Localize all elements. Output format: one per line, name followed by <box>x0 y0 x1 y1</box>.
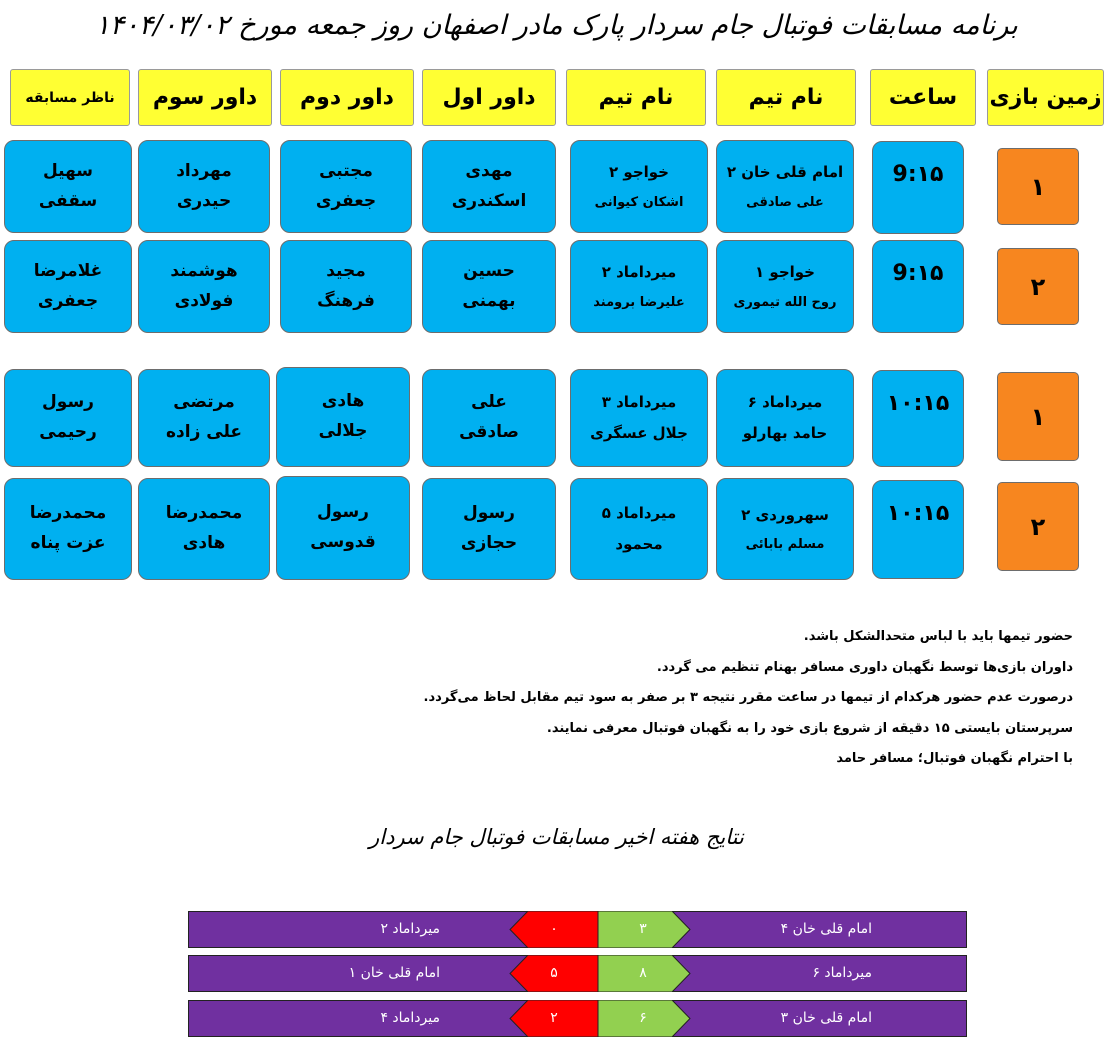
team-contact: محمود <box>615 535 663 553</box>
team2-cell <box>570 240 708 333</box>
team-contact: جلال عسگری <box>590 424 688 442</box>
note-line: سرپرستان بایستی ۱۵ دقیقه از شروع بازی خود را به نگهبان فوتبال معرفی نمایند. <box>546 720 1073 736</box>
last-name: حجازی <box>460 533 518 553</box>
team-contact: اشکان کیوانی <box>594 194 684 210</box>
last-name: سقفی <box>38 190 98 211</box>
last-name: عزت پناه <box>30 533 106 553</box>
last-name: صادقی <box>459 422 519 442</box>
first-name: محمدرضا <box>165 503 243 524</box>
page-title: برنامه مسابقات فوتبال جام سردار پارک مادر اصفهان روز جمعه مورخ ۱۴۰۴/۰۳/۰۲ <box>95 10 1018 41</box>
last-name: رحیمی <box>39 422 97 442</box>
header-team1: نام تیم <box>716 69 856 126</box>
team1-cell <box>716 240 854 333</box>
rules-notes <box>313 622 1073 775</box>
team-name: میرداماد ۲ <box>601 263 677 282</box>
observer-cell <box>4 478 132 580</box>
last-name: اسکندری <box>451 190 527 211</box>
header-ref2: داور دوم <box>280 69 414 126</box>
last-name: جعفری <box>315 190 377 211</box>
match-time: ۱۰:۱۵ <box>872 480 964 579</box>
team-contact: حامد بهارلو <box>742 424 828 442</box>
team-name: امام قلی خان ۲ <box>726 163 844 182</box>
field-number: ۱ <box>997 372 1079 461</box>
last-name: جلالی <box>318 421 368 441</box>
first-name: مهرداد <box>176 160 232 181</box>
last-name: هادی <box>182 533 226 553</box>
first-name: غلامرضا <box>33 260 103 281</box>
header-field: زمین بازی <box>987 69 1104 126</box>
match-time: 9:۱۵ <box>872 141 964 234</box>
referee2-cell <box>280 140 412 233</box>
last-name: فرهنگ <box>317 290 375 311</box>
field-number: ۲ <box>997 248 1079 325</box>
header-team2: نام تیم <box>566 69 706 126</box>
referee3-cell <box>138 478 270 580</box>
referee1-cell <box>422 240 556 333</box>
last-name: حیدری <box>176 190 232 211</box>
away-score: ۵ <box>550 965 558 981</box>
observer-cell <box>4 140 132 233</box>
observer-cell <box>4 369 132 467</box>
first-name: رسول <box>463 503 515 524</box>
field-number: ۲ <box>997 482 1079 571</box>
team-name: سهروردی ۲ <box>741 505 829 524</box>
match-time: 9:۱۵ <box>872 240 964 333</box>
first-name: رسول <box>317 502 369 523</box>
last-name: فولادی <box>174 290 234 311</box>
home-score: ۳ <box>639 921 647 937</box>
away-score: ۲ <box>550 1010 558 1026</box>
first-name: رسول <box>42 392 94 413</box>
first-name: هوشمند <box>170 260 238 281</box>
observer-cell <box>4 240 132 333</box>
away-team: امام قلی خان ۱ <box>348 965 440 981</box>
team1-cell <box>716 478 854 580</box>
referee1-cell <box>422 140 556 233</box>
header-ref3: داور سوم <box>138 69 272 126</box>
note-line: با احترام نگهبان فوتبال؛ مسافر حامد <box>836 751 1073 766</box>
referee2-cell <box>280 240 412 333</box>
team-name: خواجو ۱ <box>755 263 815 282</box>
note-line: درصورت عدم حضور هرکدام از تیمها در ساعت مقرر نتیجه ۳ بر صفر به سود تیم مقابل لحاظ می‌گردد. <box>423 690 1073 705</box>
referee3-cell <box>138 369 270 467</box>
home-score: ۸ <box>639 965 647 981</box>
team2-cell <box>570 478 708 580</box>
team1-cell <box>716 140 854 233</box>
team-name: خواجو ۲ <box>609 163 669 182</box>
away-team: میرداماد ۲ <box>380 921 440 937</box>
team-contact: علیرضا برومند <box>593 294 685 310</box>
team1-cell <box>716 369 854 467</box>
note-line: داوران بازی‌ها توسط نگهبان داوری مسافر بهنام تنظیم می گردد. <box>656 659 1073 675</box>
header-ref1: داور اول <box>422 69 556 126</box>
last-name: قدوسی <box>310 532 376 552</box>
first-name: هادی <box>321 391 365 412</box>
team2-cell <box>570 140 708 233</box>
home-team: میرداماد ۶ <box>812 965 872 981</box>
first-name: علی <box>471 392 507 413</box>
first-name: سهیل <box>42 160 94 181</box>
team-contact: مسلم بابائی <box>745 537 825 553</box>
field-number: ۱ <box>997 148 1079 225</box>
header-time: ساعت <box>870 69 976 126</box>
team-name: میرداماد ۳ <box>601 392 677 411</box>
first-name: مجید <box>326 260 366 281</box>
away-team: میرداماد ۴ <box>380 1010 440 1026</box>
result-row <box>188 911 967 948</box>
match-time: ۱۰:۱۵ <box>872 370 964 467</box>
referee1-cell <box>422 478 556 580</box>
referee2-cell <box>276 367 410 467</box>
last-name: جعفری <box>37 290 99 311</box>
note-line: حضور تیمها باید با لباس متحدالشکل باشد. <box>803 629 1073 644</box>
last-name: بهمنی <box>462 290 516 311</box>
home-team: امام قلی خان ۳ <box>780 1010 872 1026</box>
result-row <box>188 1000 967 1037</box>
result-row <box>188 955 967 992</box>
first-name: مجتبی <box>319 160 373 181</box>
first-name: محمدرضا <box>29 503 107 524</box>
team-name: میرداماد ۶ <box>747 392 823 411</box>
header-observer: ناظر مسابقه <box>10 69 130 126</box>
away-score: ۰ <box>550 921 558 937</box>
referee3-cell <box>138 140 270 233</box>
referee2-cell <box>276 476 410 580</box>
first-name: حسین <box>463 260 515 281</box>
first-name: مرتضی <box>173 392 235 413</box>
team2-cell <box>570 369 708 467</box>
first-name: مهدی <box>465 160 513 181</box>
team-contact: علی صادقی <box>746 194 824 210</box>
referee3-cell <box>138 240 270 333</box>
team-contact: روح الله تیموری <box>733 294 837 310</box>
team-name: میرداماد ۵ <box>601 503 677 522</box>
results-title: نتایج هفته اخیر مسابقات فوتبال جام سردار <box>369 825 744 849</box>
home-team: امام قلی خان ۴ <box>780 921 872 937</box>
home-score: ۶ <box>639 1010 647 1026</box>
last-name: علی زاده <box>165 422 243 442</box>
referee1-cell <box>422 369 556 467</box>
